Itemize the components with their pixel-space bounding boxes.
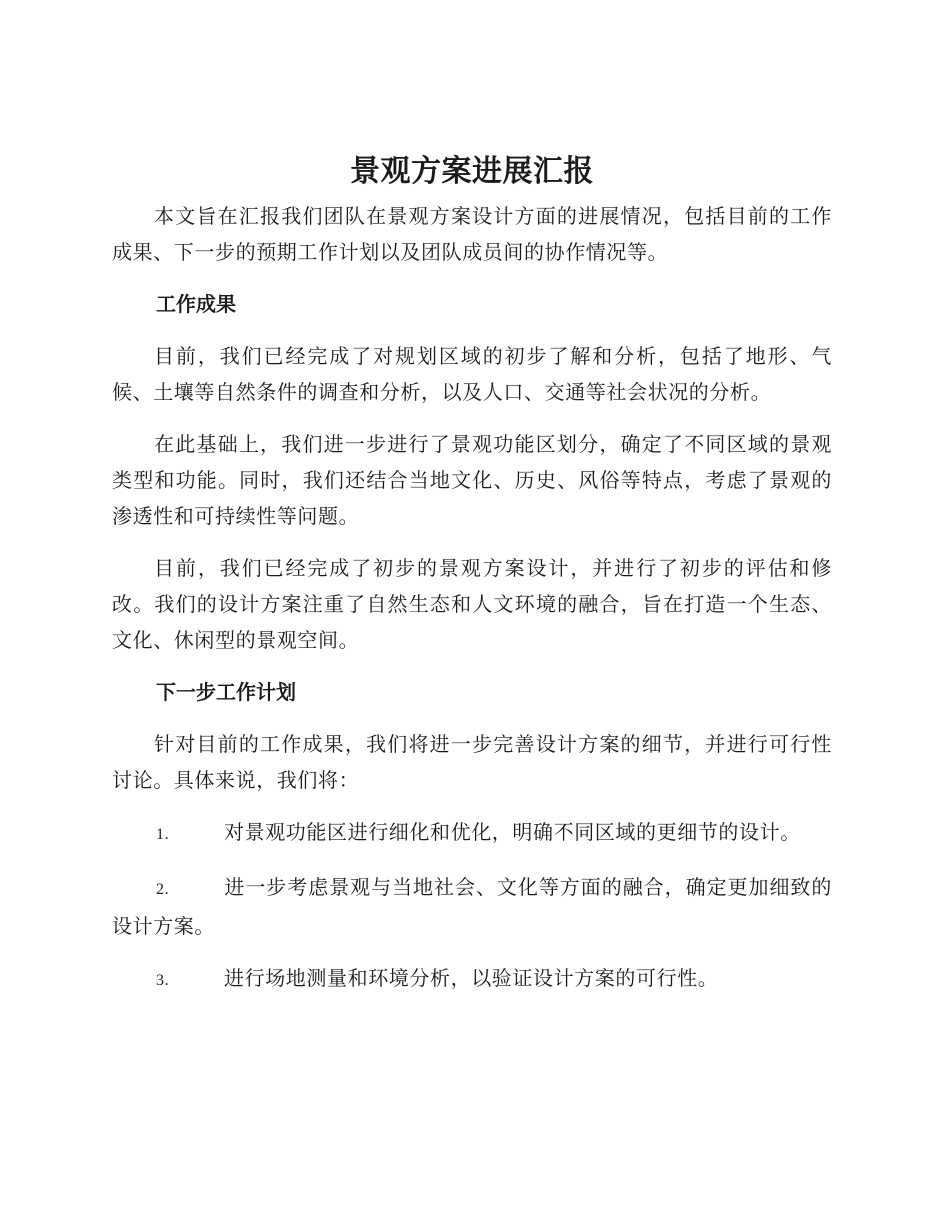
section-heading-next-steps: 下一步工作计划 — [156, 680, 296, 704]
list-item-number: 3. — [156, 972, 170, 989]
list-item-number: 2. — [156, 881, 170, 898]
list-item-number: 1. — [156, 826, 170, 843]
list-item — [112, 960, 832, 999]
section-heading-work-results: 工作成果 — [156, 292, 236, 316]
work-results-paragraph-1: 目前，我们已经完成了对规划区域的初步了解和分析，包括了地形、气候、土壤等自然条件的调查和分析，以及人口、交通等社会状况的分析。 — [112, 344, 832, 404]
next-steps-paragraph: 针对目前的工作成果，我们将进一步完善设计方案的细节，并进行可行性讨论。具体来说，我们将： — [112, 732, 832, 792]
list-item-text: 进一步考虑景观与当地社会、文化等方面的融合，确定更加细致的设计方案。 — [112, 875, 832, 938]
work-results-paragraph-3: 目前，我们已经完成了初步的景观方案设计，并进行了初步的评估和修改。我们的设计方案注重了自然生态和人文环境的融合，旨在打造一个生态、文化、休闲型的景观空间。 — [112, 556, 832, 652]
document-page — [112, 150, 832, 1015]
list-item — [112, 814, 832, 853]
list-item — [112, 869, 832, 944]
document-title: 景观方案进展汇报 — [350, 154, 594, 189]
work-results-paragraph-2: 在此基础上，我们进一步进行了景观功能区划分，确定了不同区域的景观类型和功能。同时，我们还结合当地文化、历史、风俗等特点，考虑了景观的渗透性和可持续性等问题。 — [112, 432, 832, 528]
list-item-text: 进行场地测量和环境分析，以验证设计方案的可行性。 — [224, 966, 719, 990]
list-item-text: 对景观功能区进行细化和优化，明确不同区域的更细节的设计。 — [224, 820, 801, 844]
intro-paragraph: 本文旨在汇报我们团队在景观方案设计方面的进展情况，包括目前的工作成果、下一步的预期工作计划以及团队成员间的协作情况等。 — [112, 204, 832, 264]
